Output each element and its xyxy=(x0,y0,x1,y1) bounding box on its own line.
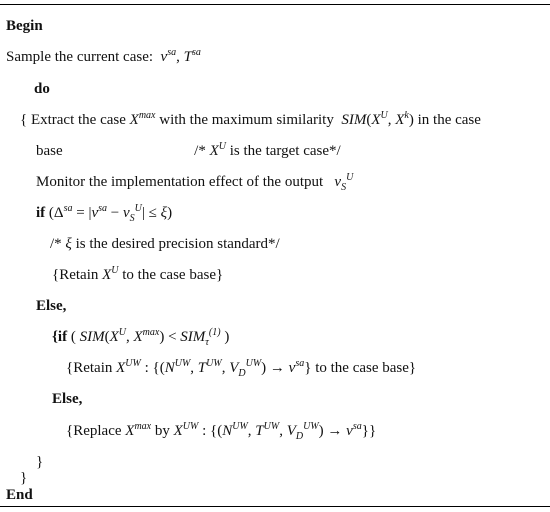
extract-mid: with the maximum similarity xyxy=(159,112,334,128)
base-line xyxy=(36,141,341,161)
monitor-line: Monitor the implementation effect of the output $v_S^U$ xyxy=(36,172,354,193)
sample-text: Sample the current case: xyxy=(6,49,154,65)
top-rule xyxy=(0,4,550,5)
extract-post: in the case xyxy=(417,112,481,128)
sample-line xyxy=(6,47,201,67)
retain-xuw-line: {Retain $X^{UW}$ : {($N^{UW}$, $T^{UW}$, $V_D^{UW}) \to v^{sa}$} to the case base} xyxy=(66,358,417,379)
if-condition: $(\Delta^{sa} = |v^{sa} - v_S^U| \le \xi)$ xyxy=(48,203,173,224)
target-comment: /* $X^U$ is the target case*/ xyxy=(194,141,341,159)
closing-brace-inner: } xyxy=(36,454,44,470)
sample-vars: $v^{sa}$, $T^{sa}$ xyxy=(160,47,201,65)
else-keyword-1: Else, xyxy=(36,298,67,314)
inner-if-keyword: {if xyxy=(52,329,68,345)
inner-if-line: {if ( $SIM(X^U$, $X^{max}) < SIM_\tau^{(1)}$ ) xyxy=(52,327,230,348)
if-keyword: if xyxy=(36,205,46,221)
precision-comment: /* ξ is the desired precision standard*/ xyxy=(50,236,280,252)
do-keyword: do xyxy=(34,81,50,97)
closing-brace-outer: } xyxy=(20,470,28,486)
replace-line: {Replace $X^{max}$ by $X^{UW}$ : {($N^{UW}$, $T^{UW}$, $V_D^{UW}) \to v^{sa}$}} xyxy=(66,421,377,442)
begin-keyword: Begin xyxy=(6,18,43,34)
bottom-rule xyxy=(0,506,550,507)
else-keyword-2: Else, xyxy=(52,391,83,407)
if-line xyxy=(36,203,172,223)
monitor-text: Monitor the implementation effect of the output xyxy=(36,174,324,190)
retain-xu-line: {Retain $X^U$ to the case base} xyxy=(52,265,224,283)
extract-line: { Extract the case $X^{max}$ with the maximum similarity $SIM(X^U$, $X^k$) in the case xyxy=(20,110,481,128)
base-word: base xyxy=(36,143,63,159)
end-keyword: End xyxy=(6,487,33,503)
extract-pre: { Extract the case xyxy=(20,112,126,128)
